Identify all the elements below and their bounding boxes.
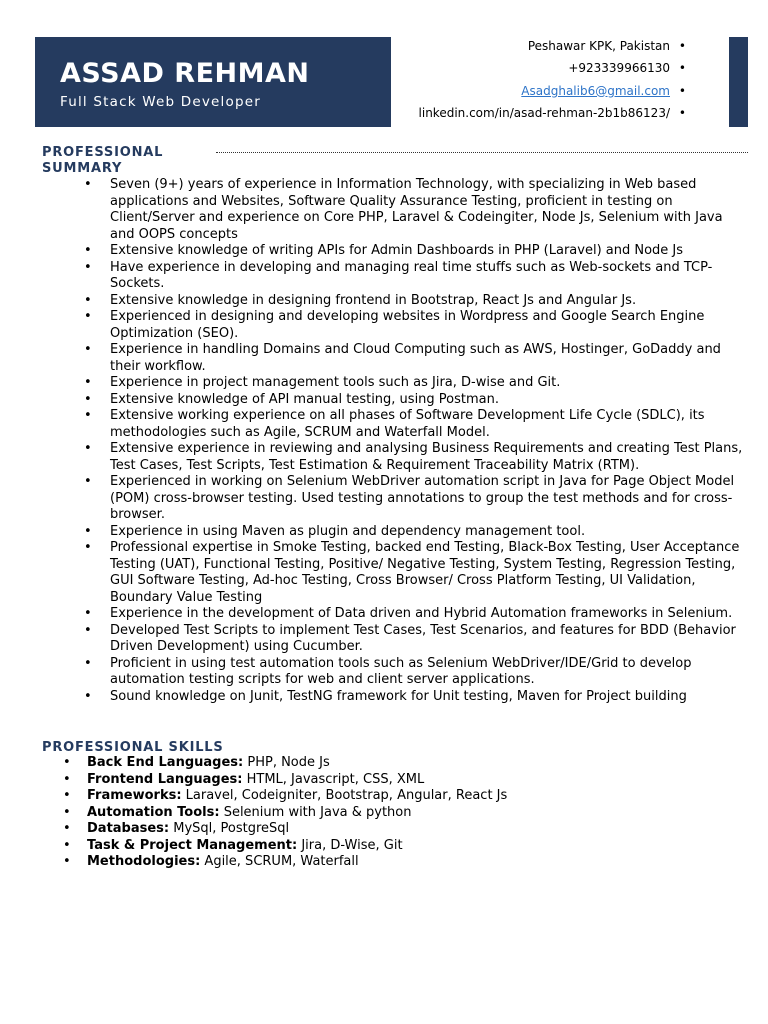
list-item: • Sound knowledge on Junit, TestNG framework for Unit testing, Maven for Project building <box>64 689 746 706</box>
location-text: Peshawar KPK, Pakistan <box>527 39 670 53</box>
contact-block <box>419 35 686 124</box>
skill-value: Agile, SCRUM, Waterfall <box>200 854 359 869</box>
list-item: • Experienced in designing and developing websites in Wordpress and Google Search Engine Optimization (SEO). <box>64 309 746 342</box>
skill-value: MySql, PostgreSql <box>169 821 290 836</box>
skill-label: Frameworks: <box>87 788 182 803</box>
list-item: • Extensive knowledge of API manual testing, using Postman. <box>64 392 746 409</box>
name-banner <box>35 37 391 127</box>
skill-value: Jira, D-Wise, Git <box>297 837 403 853</box>
skills-heading: PROFESSIONAL SKILLS <box>42 740 224 755</box>
list-item <box>40 854 740 871</box>
email-link[interactable]: Asadghalib6@gmail.com <box>521 83 670 98</box>
list-item <box>40 772 740 789</box>
list-item: • Extensive knowledge of writing APIs for Admin Dashboards in PHP (Laravel) and Node Js <box>64 243 746 260</box>
skill-label: Automation Tools: <box>87 804 220 820</box>
list-item: • Experienced in working on Selenium WebDriver automation script in Java for Page Object Model (POM) cross-browser testing. Used testing annotations to group the test methods and for cross-browser. <box>64 474 746 524</box>
skill-value: Laravel, Codeigniter, Bootstrap, Angular, React Js <box>181 788 508 803</box>
skill-label: Back End Languages: <box>87 755 244 770</box>
linkedin-text: linkedin.com/in/asad-rehman-2b1b86123/ <box>418 105 670 120</box>
list-item: • Have experience in developing and managing real time stuffs such as Web-sockets and TCP-Sockets. <box>64 260 746 293</box>
skill-label: Databases: <box>87 821 170 836</box>
list-item: • Seven (9+) years of experience in Information Technology, with specializing in Web based applications and Websites, Software Quality Assurance Testing, proficient in testing on Client/Server and experience on Core PHP, Laravel & Codeingiter, Node Js, Selenium with Java and OOPS concepts <box>64 177 746 243</box>
summary-heading: PROFESSIONAL SUMMARY <box>42 145 164 176</box>
list-item <box>40 821 740 838</box>
bullet-icon: • <box>678 105 686 120</box>
list-item: • Experience in handling Domains and Cloud Computing such as AWS, Hostinger, GoDaddy and their workflow. <box>64 342 746 375</box>
skill-label: Task & Project Management: <box>87 837 298 853</box>
bullet-icon: • <box>678 61 686 76</box>
list-item: • Experience in project management tools such as Jira, D-wise and Git. <box>64 375 746 392</box>
summary-list <box>64 177 746 705</box>
skill-label: Frontend Languages: <box>87 771 243 787</box>
list-item: • Proficient in using test automation tools such as Selenium WebDriver/IDE/Grid to develop automation testing scripts for web and client server applications. <box>64 656 746 689</box>
accent-bar <box>729 37 748 127</box>
list-item: • Extensive working experience on all phases of Software Development Life Cycle (SDLC), its methodologies such as Agile, SCRUM and Waterfall Model. <box>64 408 746 441</box>
contact-phone <box>419 57 686 79</box>
skill-value: HTML, Javascript, CSS, XML <box>242 771 425 787</box>
skill-value: PHP, Node Js <box>243 755 330 770</box>
phone-text: +923339966130 <box>568 61 670 76</box>
bullet-icon: • <box>678 83 686 98</box>
list-item: • Experience in using Maven as plugin and dependency management tool. <box>64 524 746 541</box>
list-item <box>40 755 740 772</box>
list-item <box>40 788 740 805</box>
list-item: • Extensive experience in reviewing and analysing Business Requirements and creating Test Plans, Test Cases, Test Scripts, Test Estimation & Requirement Traceability Matrix (RTM). <box>64 441 746 474</box>
section-divider <box>216 152 748 153</box>
contact-email <box>419 80 686 102</box>
job-title: Full Stack Web Developer <box>60 94 261 110</box>
contact-location <box>419 35 686 57</box>
list-item: • Professional expertise in Smoke Testing, backed end Testing, Black-Box Testing, User Acceptance Testing (UAT), Functional Testing, Positive/ Negative Testing, System Testing, Regression Testing, GUI Software Testing, Ad-hoc Testing, Cross Browser/ Cross Platform Testing, UI Validation, Boundary Value Testing <box>64 540 746 606</box>
list-item <box>40 838 740 855</box>
skills-list <box>40 755 740 871</box>
skill-label: Methodologies: <box>87 854 201 869</box>
list-item <box>40 805 740 822</box>
skill-value: Selenium with Java & python <box>219 804 412 820</box>
candidate-name: ASSAD REHMAN <box>60 58 310 89</box>
list-item: • Experience in the development of Data driven and Hybrid Automation frameworks in Selenium. <box>64 606 746 623</box>
list-item: • Extensive knowledge in designing frontend in Bootstrap, React Js and Angular Js. <box>64 293 746 310</box>
bullet-icon: • <box>678 39 686 53</box>
list-item: • Developed Test Scripts to implement Test Cases, Test Scenarios, and features for BDD (Behavior Driven Development) using Cucumber. <box>64 623 746 656</box>
contact-linkedin <box>419 102 686 124</box>
